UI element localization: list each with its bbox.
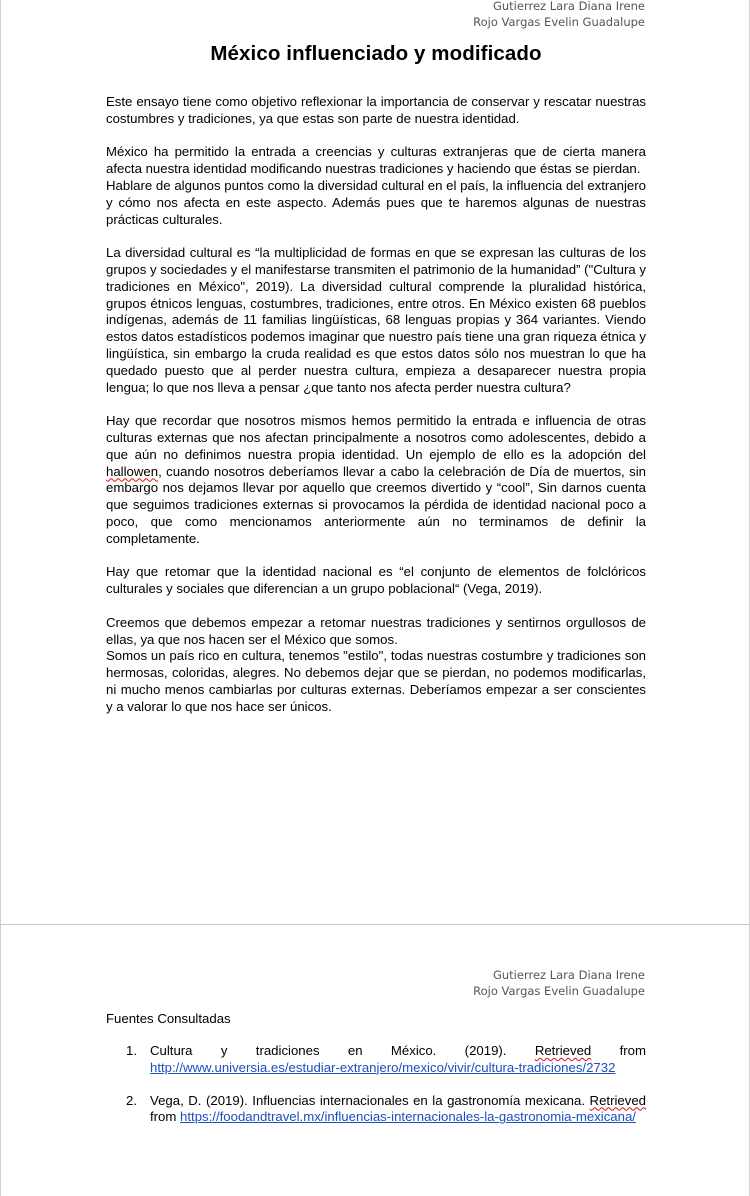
reference-from: from — [150, 1109, 181, 1125]
references-list — [106, 1043, 646, 1142]
misspelled-word[interactable]: Retrieved — [534, 1043, 592, 1058]
reference-from: from — [591, 1043, 646, 1058]
paragraph: Somos un país rico en cultura, tenemos "estilo", todas nuestras costumbre y tradiciones son hermosas, coloridas, alegres. No debemos dejar que se pierdan, no podemos modificarlas, ni mucho menos cambiarlas por culturas externas. Deberíamos empezar a ser conscientes y a valorar lo que nos hace ser únicos. — [106, 648, 646, 714]
reference-text: Cultura y tradiciones en México. (2019). — [150, 1043, 535, 1058]
paragraph — [106, 413, 646, 547]
reference-link[interactable]: http://www.universia.es/estudiar-extranjero/mexico/vivir/cultura-tradiciones/2732 — [150, 1059, 616, 1075]
essay-body — [106, 94, 646, 732]
misspelled-word[interactable]: hallowen — [106, 463, 159, 479]
misspelled-word[interactable]: Retrieved — [589, 1092, 646, 1108]
reference-text: Vega, D. (2019). Influencias internacionales en la gastronomía mexicana. — [150, 1092, 590, 1108]
paragraph: La diversidad cultural es “la multiplicidad de formas en que se expresan las culturas de los grupos y sociedades y el manifestarse transmiten el patrimonio de la humanidad” ("Cultura y tradiciones en México", 2019). La diversidad cultural comprende la pluralidad histórica, grupos étnicos lenguas, costumbres, tradiciones, entre otros. En México existen 68 pueblos indígenas, además de 11 familias lingüísticas, 68 lenguas propias y 364 variantes. Viendo estos datos estadísticos podemos imaginar que nuestro país tiene una gran riqueza étnica y lingüística, sin embargo la cruda realidad es que estos datos sólo nos muestran lo que ha quedado puesto que al perder nuestra cultura, empieza a desaparecer nuestra propia lengua; lo que nos lleva a pensar ¿que tanto nos afecta perder nuestra cultura? — [106, 245, 646, 395]
reference-item — [106, 1093, 646, 1127]
author-name: Gutierrez Lara Diana Irene — [492, 0, 645, 13]
paragraph: Hablare de algunos puntos como la diversidad cultural en el país, la influencia del extranjero y cómo nos afecta en este aspecto. Además pues que te haremos algunas de nuestras prácticas culturales. — [106, 177, 646, 227]
reference-item — [106, 1043, 646, 1077]
author-name: Rojo Vargas Evelin Guadalupe — [473, 984, 645, 998]
paragraph: Este ensayo tiene como objetivo reflexionar la importancia de conservar y rescatar nuestras costumbres y tradiciones, ya que estas son parte de nuestra identidad. — [106, 94, 646, 126]
page-header — [473, 967, 645, 999]
reference-number: 2. — [126, 1092, 137, 1108]
author-name: Gutierrez Lara Diana Irene — [492, 968, 645, 982]
paragraph: Creemos que debemos empezar a retomar nuestras tradiciones y sentirnos orgullosos de ellas, ya que nos hacen ser el México que somos. — [106, 614, 646, 647]
paragraph-text: , cuando nosotros deberíamos llevar a cabo la celebración de Día de muertos, sin embargo nos dejamos llevar por aquello que creemos divertido y “cool”, Sin darnos cuenta que seguimos tradiciones externas si provocamos la pérdida de identidad nacional poco a poco, que como mencionamos anteriormente aún no terminamos de definir la completamente. — [106, 463, 646, 546]
paragraph: Hay que retomar que la identidad nacional es “el conjunto de elementos de folclóricos culturales y sociales que diferencian a un grupo poblacional“ (Vega, 2019). — [106, 564, 646, 597]
paragraph-text: Hay que recordar que nosotros mismos hemos permitido la entrada e influencia de otras culturas externas que nos afectan principalmente a nosotros como adolescentes, debido a que aún no definimos nuestra propia identidad. Un ejemplo de ello es la adopción del — [106, 413, 646, 462]
page-header — [473, 0, 645, 30]
author-name: Rojo Vargas Evelin Guadalupe — [473, 15, 645, 29]
reference-number: 1. — [126, 1043, 137, 1058]
paragraph: México ha permitido la entrada a creencias y culturas extranjeras que de cierta manera afecta nuestra identidad modificando nuestras tradiciones y haciendo que éstas se pierdan. — [106, 144, 646, 177]
document-page-2 — [0, 924, 750, 1196]
reference-link[interactable]: https://foodandtravel.mx/influencias-internacionales-la-gastronomia-mexicana/ — [180, 1109, 636, 1125]
document-title: México influenciado y modificado — [210, 42, 542, 65]
sources-heading: Fuentes Consultadas — [106, 1011, 231, 1026]
